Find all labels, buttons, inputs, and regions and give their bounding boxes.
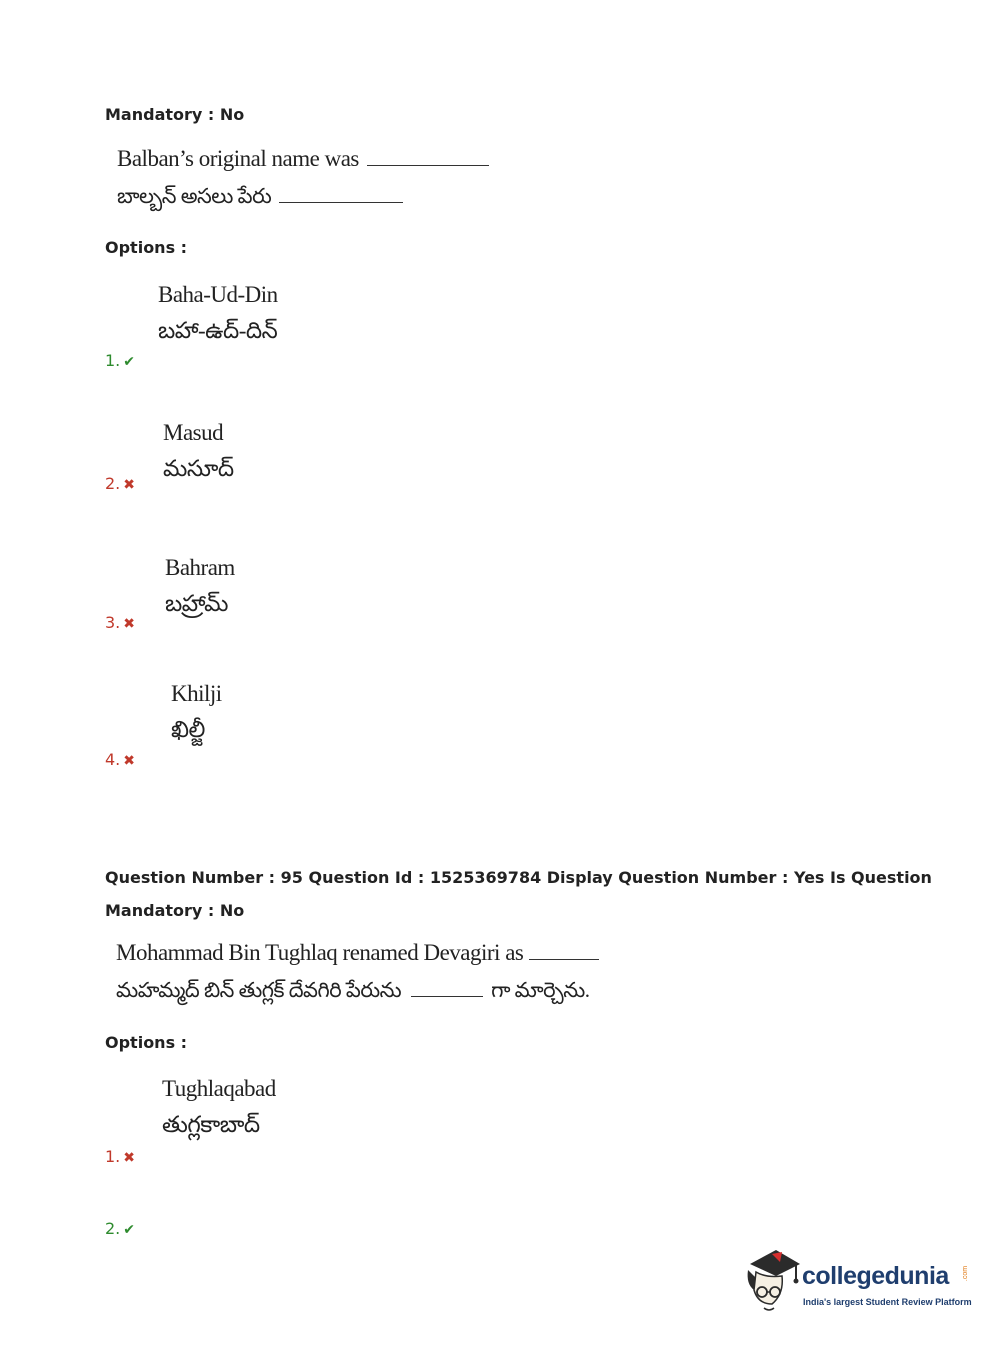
option-1-number [105,351,135,370]
checkmark-icon: ✔ [123,354,135,370]
option-1-text [162,1071,276,1143]
question-text-english [116,940,599,966]
option-text-english: Khilji [171,681,222,706]
option-2-number [105,474,135,493]
question-text-telugu [117,184,403,214]
answer-blank [529,957,599,960]
option-number: 4. [105,750,121,769]
option-4-number [105,750,135,769]
option-text-telugu: తుగ్లకాబాద్ [162,1112,260,1137]
mandatory-label: Mandatory : No [105,901,245,920]
option-text-telugu: బహ్రామ్ [165,591,229,616]
collegedunia-logo [742,1248,972,1318]
option-1-text [158,277,278,349]
answer-blank [279,200,403,203]
option-number: 2. [105,474,121,493]
question-text: మహమ్మద్ బిన్ తుగ్లక్ దేవగిరి పేరును [116,978,402,1002]
logo-tagline: India's largest Student Review Platform [803,1297,972,1307]
question-text: Mohammad Bin Tughlaq renamed Devagiri as [116,940,524,965]
option-number: 1. [105,351,121,370]
option-text-english: Masud [163,420,224,445]
option-text-telugu: మసూద్ [163,456,234,481]
checkmark-icon: ✔ [123,1222,135,1238]
options-label: Options : [105,238,188,257]
option-number: 3. [105,613,121,632]
option-2-text [163,415,234,487]
student-mascot-icon [742,1248,802,1314]
question-text-telugu [116,978,589,1008]
answer-blank [411,994,483,997]
question-text-english [117,146,489,172]
option-3-text [165,550,235,622]
logo-suffix: .com [962,1265,970,1282]
option-text-english: Baha-Ud-Din [158,282,278,307]
question-text: Balban’s original name was [117,146,359,171]
options-label: Options : [105,1033,188,1052]
cross-icon: ✖ [123,616,135,632]
option-number: 1. [105,1147,121,1166]
question-text: బాల్బన్ అసలు పేరు [117,184,272,208]
option-text-english: Tughlaqabad [162,1076,276,1101]
cross-icon: ✖ [123,1150,135,1166]
option-text-telugu: బహా-ఉద్-దిన్ [158,318,278,343]
question-header: Question Number : 95 Question Id : 1525369784 Display Question Number : Yes Is Question [105,868,932,887]
option-4-text [171,676,222,748]
option-2-number [105,1219,135,1238]
question-text-suffix: గా మార్చెను. [491,978,590,1002]
option-text-telugu: ఖిల్జీ [171,717,205,742]
cross-icon: ✖ [123,477,135,493]
answer-blank [367,163,489,166]
option-3-number [105,613,135,632]
logo-wordmark: collegedunia [802,1262,949,1290]
option-number: 2. [105,1219,121,1238]
option-1-number [105,1147,135,1166]
option-text-english: Bahram [165,555,235,580]
mandatory-label: Mandatory : No [105,105,245,124]
cross-icon: ✖ [123,753,135,769]
